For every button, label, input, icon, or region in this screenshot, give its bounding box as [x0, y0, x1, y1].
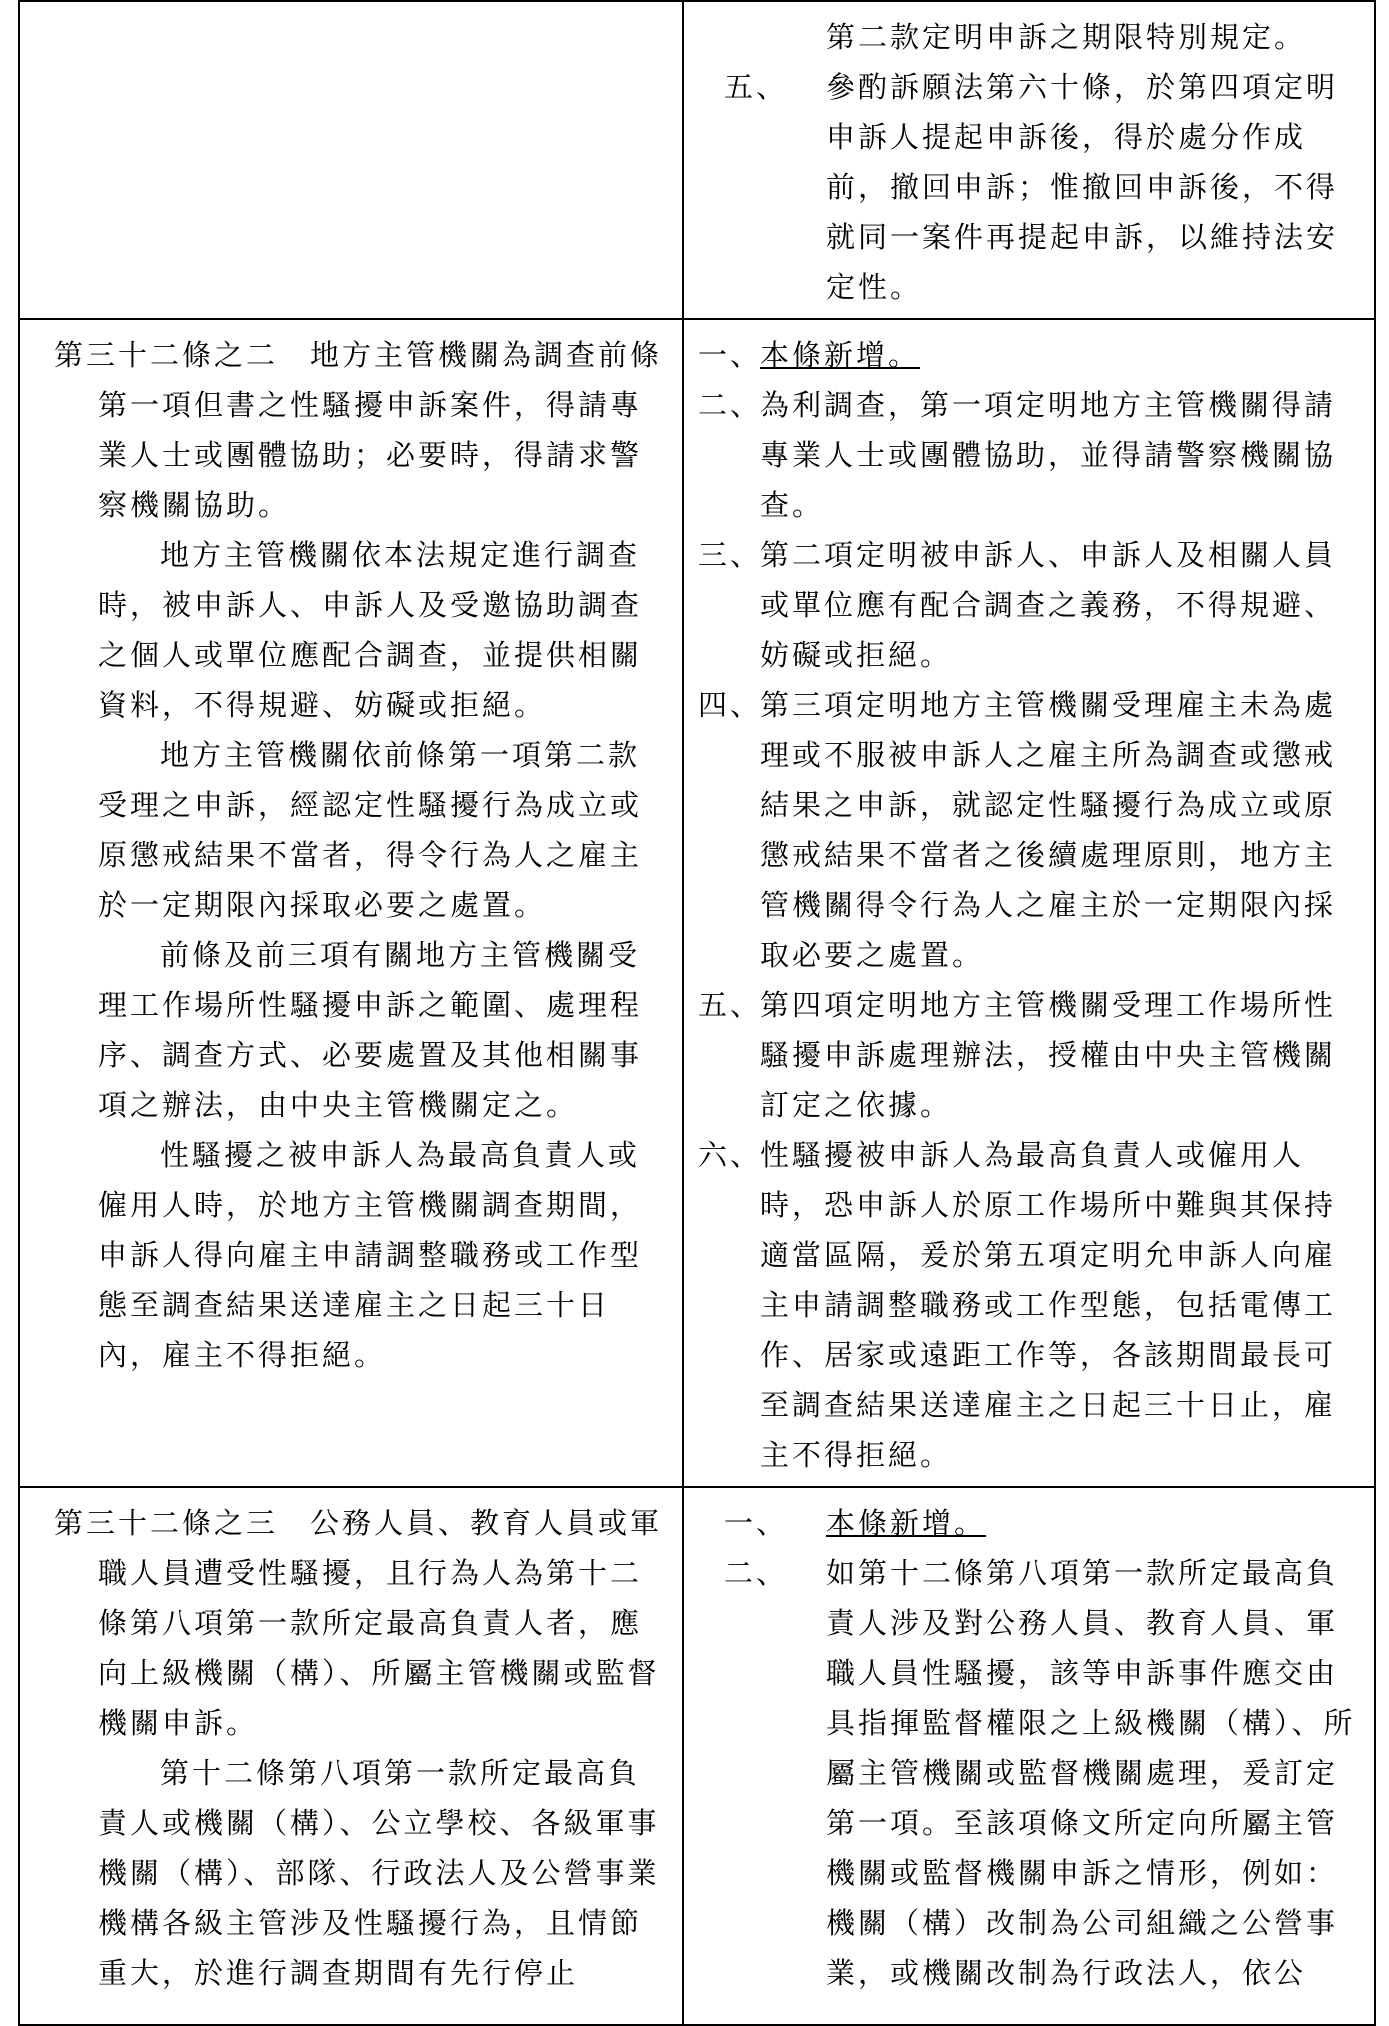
item-number: 二、: [698, 388, 763, 422]
explanation-item: [698, 62, 1360, 312]
explanation-cell: [683, 1, 1375, 319]
article-cell: [19, 319, 683, 1487]
table-row: [19, 1, 1375, 319]
item-text: 第三項定明地方主管機關受理雇主未為處理或不服被申訴人之雇主所為調查或懲戒結果之申訴，就認定性騷擾行為成立或原懲戒結果不當者之後續處理原則，地方主管機關得令行為人之雇主於一定期限內採取必要之處置。: [760, 688, 1337, 972]
item-text: 第二項定明被申訴人、申訴人及相關人員或單位應有配合調查之義務，不得規避、妨礙或拒絕。: [760, 538, 1337, 672]
article-paragraph: 地方主管機關依前條第一項第二款受理之申訴，經認定性騷擾行為成立或原懲戒結果不當者，得令行為人之雇主於一定期限內採取必要之處置。: [98, 738, 643, 922]
item-text: 參酌訴願法第六十條，於第四項定明申訴人提起申訴後，得於處分作成前，撤回申訴；惟撤回申訴後，不得就同一案件再提起申訴，以維持法安定性。: [826, 70, 1339, 304]
article-paragraph: 第三十二條之三 公務人員、教育人員或軍職人員遭受性騷擾，且行為人為第十二條第八項第一款所定最高負責人者，應向上級機關（構）、所屬主管機關或監督機關申訴。: [54, 1506, 663, 1740]
table-row: [19, 1487, 1375, 2025]
article-paragraph: 性騷擾之被申訴人為最高負責人或僱用人時，於地方主管機關調查期間，申訴人得向雇主申請調整職務或工作型態至調查結果送達雇主之日起三十日內，雇主不得拒絕。: [98, 1138, 643, 1372]
article-paragraph: 前條及前三項有關地方主管機關受理工作場所性騷擾申訴之範圍、處理程序、調查方式、必要處置及其他相關事項之辦法，由中央主管機關定之。: [98, 938, 643, 1122]
explanation-item: [698, 680, 1360, 980]
item-number: 六、: [698, 1138, 763, 1172]
item-text: 本條新增。: [826, 1506, 987, 1540]
item-number: 一、: [698, 338, 763, 372]
article-paragraph: 第三十二條之二 地方主管機關為調查前條第一項但書之性騷擾申訴案件，得請專業人士或團體協助；必要時，得請求警察機關協助。: [54, 338, 663, 522]
item-text: 為利調查，第一項定明地方主管機關得請專業人士或團體協助，並得請警察機關協查。: [760, 388, 1337, 522]
article-cell: [19, 1, 683, 319]
explanation-item: [698, 1498, 1360, 1548]
explanation-item: [698, 1548, 1360, 1998]
item-number: 五、: [724, 70, 789, 104]
item-number: 二、: [724, 1556, 789, 1590]
item-text: 本條新增。: [760, 338, 921, 372]
comparison-table: [18, 0, 1376, 2026]
explanation-item: [698, 530, 1360, 680]
item-number: 五、: [698, 988, 763, 1022]
item-text: 第四項定明地方主管機關受理工作場所性騷擾申訴處理辦法，授權由中央主管機關訂定之依據。: [760, 988, 1337, 1122]
article-paragraph: 第十二條第八項第一款所定最高負責人或機關（構）、公立學校、各級軍事機關（構）、部隊、行政法人及公營事業機構各級主管涉及性騷擾行為，且情節重大，於進行調查期間有先行停止: [98, 1756, 660, 1990]
article-paragraph: 地方主管機關依本法規定進行調查時，被申訴人、申訴人及受邀協助調查之個人或單位應配合調查，並提供相關資料，不得規避、妨礙或拒絕。: [98, 538, 643, 722]
item-number: 三、: [698, 538, 763, 572]
explanation-item: [698, 980, 1360, 1130]
item-number: 一、: [724, 1506, 789, 1540]
explanation-cell: [683, 1487, 1375, 2025]
explanation-item: [698, 1130, 1360, 1480]
explanation-item: [698, 380, 1360, 530]
explanation-cell: [683, 319, 1375, 1487]
item-text: 性騷擾被申訴人為最高負責人或僱用人時，恐申訴人於原工作場所中難與其保持適當區隔，爰於第五項定明允申訴人向雇主申請調整職務或工作型態，包括電傳工作、居家或遠距工作等，各該期間最長可至調查結果送達雇主之日起三十日止，雇主不得拒絕。: [760, 1138, 1337, 1472]
explanation-item: [698, 330, 1360, 380]
article-cell: [19, 1487, 683, 2025]
item-number: 四、: [698, 688, 763, 722]
explanation-continued-line: 第二款定明申訴之期限特別規定。: [826, 20, 1307, 54]
table-row: [19, 319, 1375, 1487]
item-text: 如第十二條第八項第一款所定最高負責人涉及對公務人員、教育人員、軍職人員性騷擾，該等申訴事件應交由具指揮監督權限之上級機關（構）、所屬主管機關或監督機關處理，爰訂定第一項。至該項條文所定向所屬主管機關或監督機關申訴之情形，例如：機關（構）改制為公司組織之公營事業，或機關改制為行政法人，依公: [826, 1556, 1356, 1990]
